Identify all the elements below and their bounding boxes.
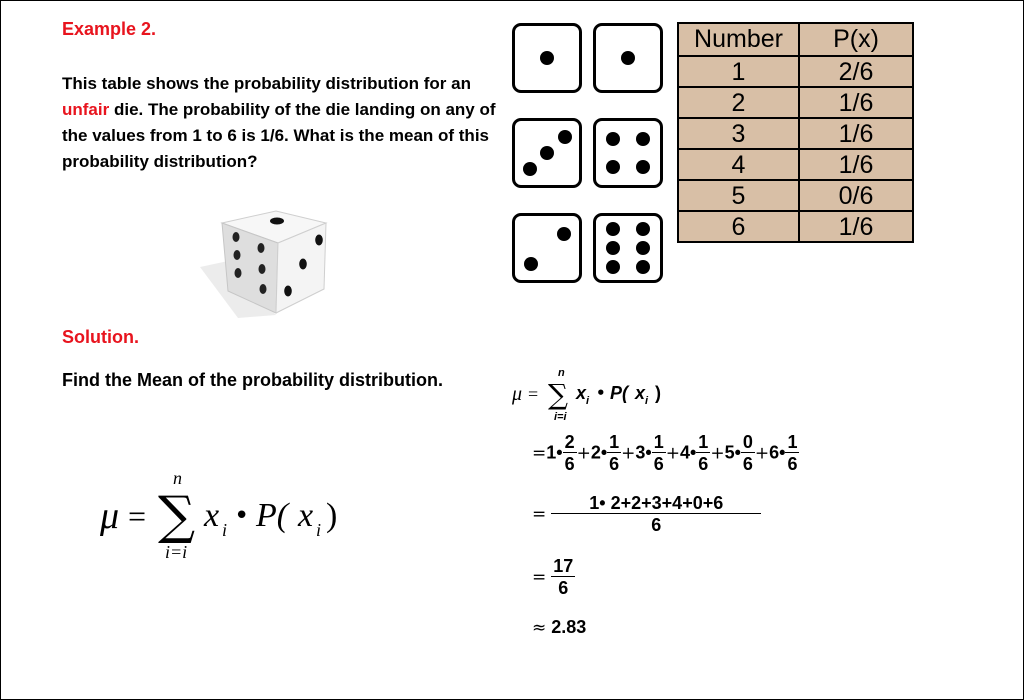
example-title: Example 2. (62, 19, 157, 39)
cell-prob: 1/6 (799, 149, 913, 180)
sub-i-arg: i (645, 395, 649, 407)
pip (606, 241, 620, 255)
term-x: x (204, 497, 220, 534)
pip (636, 222, 650, 236)
term-fraction (607, 432, 621, 475)
pip (606, 160, 620, 174)
pip (636, 241, 650, 255)
cell-number: 1 (678, 56, 799, 87)
close-paren: ) (326, 497, 338, 534)
term-numerator: 1 (653, 432, 664, 452)
table-row (678, 149, 913, 180)
problem-statement (62, 71, 512, 175)
term-coefficient: 5 (724, 442, 735, 463)
bullet: • (600, 442, 608, 463)
term-x-arg: x (635, 383, 646, 403)
term-denominator: 6 (564, 454, 575, 474)
bullet: • (234, 501, 250, 531)
term-denominator: 6 (609, 454, 620, 474)
term-coefficient: 3 (635, 442, 646, 463)
sub-i: i (222, 520, 228, 540)
bullet: • (556, 442, 563, 463)
table-row (678, 180, 913, 211)
bullet: • (690, 442, 697, 463)
equals-sign: = (528, 384, 539, 404)
term-coefficient: 4 (679, 442, 690, 463)
term-denominator: 6 (698, 454, 709, 474)
p-func: P( (256, 497, 289, 534)
bullet: • (779, 442, 786, 463)
result-value: 2.83 (551, 617, 587, 637)
term-denominator: 6 (742, 454, 753, 474)
header-number: Number (678, 23, 799, 56)
combined-denominator: 6 (651, 515, 662, 535)
solution-title: Solution. (62, 327, 139, 347)
cell-number: 4 (678, 149, 799, 180)
die-face-1b (593, 23, 663, 93)
pip (540, 51, 554, 65)
table-row (678, 87, 913, 118)
term-numerator: 2 (564, 432, 575, 452)
cell-prob: 1/6 (799, 87, 913, 118)
problem-text-1: This table shows the probability distribution for an (62, 74, 471, 93)
die-face-3 (512, 118, 582, 188)
term-denominator: 6 (653, 454, 664, 474)
pip (557, 227, 571, 241)
term-fraction (563, 432, 577, 475)
problem-highlight: unfair (62, 100, 110, 119)
simplified-denominator: 6 (558, 578, 569, 598)
term-fraction (696, 432, 710, 475)
pip (524, 257, 538, 271)
die-face-4 (593, 118, 663, 188)
pip (540, 146, 554, 160)
die-face-2 (512, 213, 582, 283)
table-row (678, 56, 913, 87)
step-combined-fraction: = $\frac{1• 2+2+3+4+0+6}{6}$ (532, 493, 761, 536)
pip (606, 222, 620, 236)
instruction-text: Find the Mean of the probability distribution. (62, 370, 443, 390)
pip (621, 51, 635, 65)
mean-formula-small (510, 366, 690, 426)
cell-number: 3 (678, 118, 799, 149)
mu-symbol: μ (512, 383, 523, 405)
cell-prob: 1/6 (799, 118, 913, 149)
cell-number: 2 (678, 87, 799, 118)
term-numerator: 0 (742, 432, 753, 452)
sigma-symbol: ∑ (548, 378, 568, 411)
sub-i-arg: i (316, 520, 322, 540)
pip (523, 162, 537, 176)
close-paren: ) (655, 383, 661, 403)
term-numerator: 1 (787, 432, 798, 452)
bullet: • (596, 384, 606, 402)
pip (636, 260, 650, 274)
term-x: x (576, 383, 587, 403)
table-row (678, 118, 913, 149)
pip (636, 160, 650, 174)
cell-prob: 2/6 (799, 56, 913, 87)
cell-prob: 0/6 (799, 180, 913, 211)
simplified-numerator: 17 (553, 556, 574, 576)
mu-symbol: μ (100, 495, 120, 537)
term-denominator: 6 (787, 454, 798, 474)
cell-prob: 1/6 (799, 211, 913, 242)
sigma-lower: i=i (554, 411, 567, 423)
header-px: P(x) (799, 23, 913, 56)
term-fraction (741, 432, 755, 475)
pip (606, 260, 620, 274)
term-numerator: 1 (609, 432, 620, 452)
table-header-row (678, 23, 913, 56)
step-simplified-fraction: = $\frac{17}{6}$ (532, 556, 574, 598)
bullet: • (734, 442, 741, 463)
sigma-lower: i=i (165, 542, 188, 562)
p-func: P( (610, 383, 628, 403)
term-fraction (652, 432, 666, 475)
probability-table (677, 22, 914, 243)
pip (558, 130, 572, 144)
die-face-6 (593, 213, 663, 283)
problem-text-2: die. The probability of the die landing on any of the values from 1 to 6 is 1/6. What is the mean of this probability distribution? (62, 100, 496, 171)
die-face-1a (512, 23, 582, 93)
die-3d-illustration (198, 203, 343, 323)
sigma-upper: n (558, 367, 565, 379)
term-coefficient: 6 (769, 442, 780, 463)
cell-number: 5 (678, 180, 799, 211)
sub-i: i (586, 395, 590, 407)
mean-formula-large (98, 470, 358, 570)
term-coefficient: 2 (590, 442, 601, 463)
combined-numerator: 1• 2+2+3+4+0+6 (551, 493, 761, 514)
equals-sign: = (128, 498, 147, 534)
term-numerator: 1 (698, 432, 709, 452)
sigma-upper: n (173, 470, 182, 488)
table-row (678, 211, 913, 242)
term-fraction (785, 432, 799, 475)
term-x-arg: x (298, 497, 314, 534)
pip (636, 132, 650, 146)
bullet: • (645, 442, 652, 463)
step-expanded-sum: =1• $\frac{2}{6}$ +2• $\frac{1}{6}$ +3• $\frac{1}{6}$ +4• $\frac{1}{6}$ +5• $\frac{0}{6}$ +6• $\frac{1}{6}$ (532, 432, 798, 474)
pip (606, 132, 620, 146)
term-coefficient: 1 (546, 442, 557, 463)
sigma-symbol: ∑ (158, 486, 196, 546)
step-result: ≈ 2.83 (532, 617, 587, 638)
cell-number: 6 (678, 211, 799, 242)
